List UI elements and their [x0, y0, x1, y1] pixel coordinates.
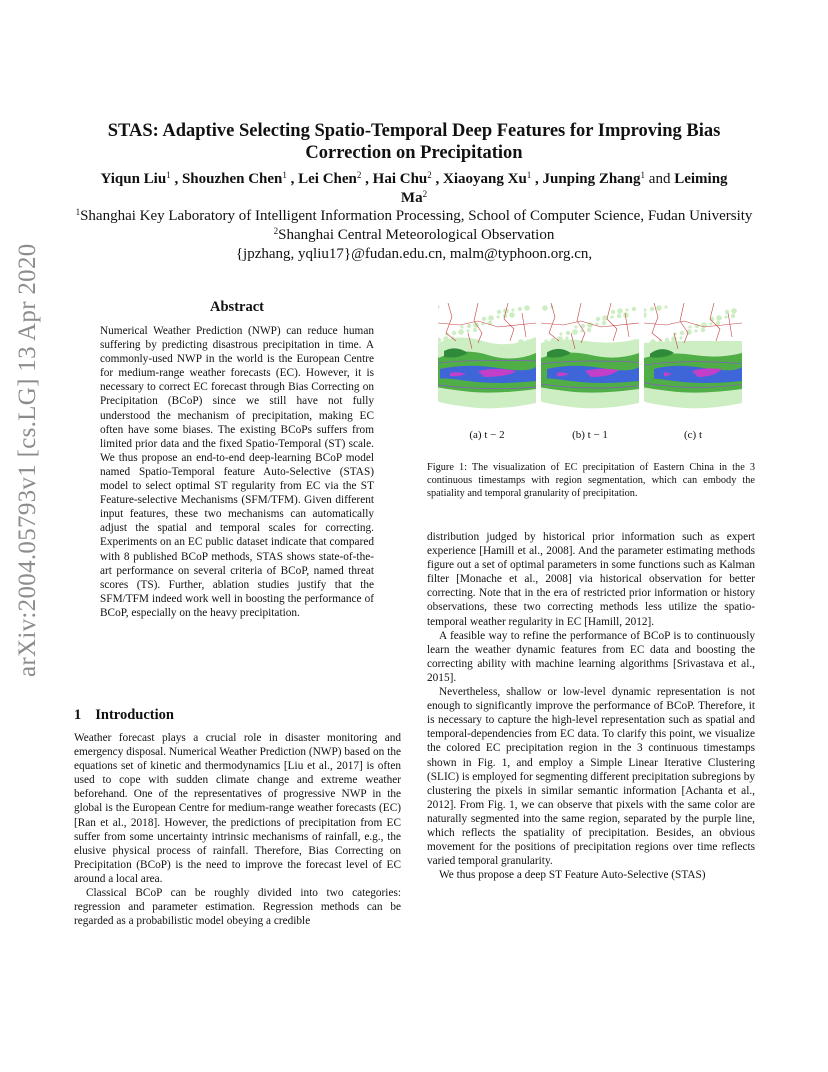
email-line: {jpzhang, yqliu17}@fudan.edu.cn, malm@typhoon.org.cn, — [235, 246, 593, 262]
affiliation-2 — [74, 226, 754, 245]
paragraph: distribution judged by historical prior information such as expert experience [Hamill et al., 2008]. And the parameter estimating methods figure out a set of optimal parameters in some functions such as Kalman filter [Monache et al., 2008] via historical observation for better correcting. Note that in the era of restricted prior information or history observations, these two correcting methods less utilize the spatio-temporal weather regularity in EC [Hamill, 2012]. — [427, 531, 755, 628]
abstract-heading: Abstract — [210, 299, 264, 315]
paragraph: Classical BCoP can be roughly divided into two categories: regression and parameter estimation. Regression methods can be regarded as a probabilistic model obeying a credible — [74, 887, 401, 928]
section-number: 1 — [74, 707, 82, 723]
affil-text: Shanghai Central Meteorological Observation — [278, 227, 555, 243]
author-list: Yiqun Liu$^1$ , Shouzhen Chen$^1$ , Lei Chen$^2$ , Hai Chu$^2$ , Xiaoyang Xu$^1$ , Junping Zhang$^1$ and Leiming Ma$^2$ — [100, 170, 728, 206]
precipitation-map-panel — [644, 303, 742, 422]
abstract-text: Numerical Weather Prediction (NWP) can reduce human suffering by predicting disastrous precipitation in time. A commonly-used NWP in the world is the European Centre for medium-range weather forecasts (EC). However, it is necessary to correct EC forecast through Bias Correcting on Precipitation (BCoP) since we still have not fully understood the mechanism of precipitation, making EC often have some biases. The existing BCoPs suffers from limited prior data and the fixed Spatio-Temporal (ST) scale. We thus propose an end-to-end deep-learning BCoP model named Spatio-Temporal feature Auto-Selective (STAS) model to select optimal ST regularity from EC via the ST Feature-selective Mechanisms (SFM/TFM). Given different input features, these two mechanisms can automatically adjust the spatial and temporal scales for correcting. Experiments on an EC public dataset indicate that compared with 8 published BCoP methods, STAS shows state-of-the-art performance on several criteria of BCoP, named threat scores (TS). Further, ablation studies justify that the SFM/TFM indeed work well in boosting the performance of BCoP, especially on the heavy precipitation. — [100, 325, 374, 619]
introduction-text — [74, 731, 401, 928]
affiliation-1 — [74, 207, 754, 226]
author-name: Junping Zhang — [542, 171, 641, 187]
paragraph: We thus propose a deep ST Feature Auto-Selective (STAS) — [439, 869, 706, 882]
author-affil-mark: 1 — [282, 170, 287, 180]
author-name: Leiming Ma — [400, 171, 728, 206]
figure-caption: Figure 1: The visualization of EC precipitation of Eastern China in the 3 continuous timestamps with region segmentation, which can embody the spatiality and temporal granularity of precipitation. — [427, 462, 755, 499]
precipitation-map-panel — [541, 303, 639, 422]
paper-title: STAS: Adaptive Selecting Spatio-Temporal Deep Features for Improving Bias Correction on Precipitation — [107, 121, 721, 163]
author-affil-mark: 2 — [356, 170, 362, 180]
author-name: Shouzhen Chen — [181, 171, 283, 187]
affil-mark: 1 — [75, 207, 81, 217]
subfigure-label: (a) t − 2 — [469, 429, 505, 441]
author-affil-mark: 1 — [166, 170, 171, 180]
author-affil-mark: 2 — [427, 170, 432, 180]
affil-text: Shanghai Key Laboratory of Intelligent Information Processing, School of Computer Science, Fudan University — [80, 208, 753, 224]
author-name: Hai Chu — [372, 171, 428, 187]
paragraph: Weather forecast plays a crucial role in disaster monitoring and emergency disposal. Numerical Weather Prediction (NWP) based on the equations set of kinetic and thermodynamics [Liu et al., 2017] is often used to cope with sudden climate change and extreme weather beforehand. One of the representatives of progressive NWP in the global is the European Centre for medium-range weather forecasts (EC) [Ran et al., 2018]. However, the predictions of precipitation from EC suffer from some uncertainty intrinsic mechanisms of rainfall, e.g., the elusive physical process of rainfall. Therefore, Bias Correcting on Precipitation (BCoP) is the need to improve the forecast level of EC around a local area. — [74, 732, 401, 885]
section-heading — [74, 707, 394, 724]
author-name: Yiqun Liu — [100, 171, 167, 187]
arxiv-identifier: arXiv:2004.05793v1 [cs.LG] 13 Apr 2020 — [14, 243, 41, 677]
author-affil-mark: 2 — [422, 189, 428, 199]
figure-1 — [438, 303, 743, 448]
author-affil-mark: 1 — [640, 170, 646, 180]
author-affil-mark: 1 — [526, 170, 532, 180]
author-name: Xiaoyang Xu — [443, 171, 527, 187]
paragraph: A feasible way to refine the performance of BCoP is to continuously learn the weather dynamic features from EC data and boosting the correcting ability with machine learning algorithms [Srivastava et al., 2015]. — [427, 629, 755, 684]
affiliations — [74, 207, 754, 264]
subfigure-label: (c) t — [683, 429, 702, 441]
subfigure-label: (b) t − 1 — [572, 429, 608, 441]
section-title: Introduction — [95, 707, 174, 723]
right-column-text — [427, 530, 755, 882]
precipitation-map-panel — [438, 303, 536, 422]
author-name: Lei Chen — [298, 171, 357, 187]
paragraph: Nevertheless, shallow or low-level dynamic representation is not enough to significantly improve the performance of BCoP. Therefore, it is necessary to capture the high-level representation such as spatial and temporal-dependencies from EC data. To clarify this point, we visualize the colored EC precipitation region in the 3 continuous timestamps shown in Fig. 1, and employ a Simple Linear Iterative Clustering (SLIC) is employed for segmenting different precipitation subregions by clustering the pixels in similar semantic information [Achanta et al., 2012]. From Fig. 1, we can observe that pixels with the same color are naturally segmented into the same region, separated by the purple line, which reflects the spatiality of precipitation. Besides, an obvious movement for the positions of precipitation regions over time reflects varied temporal granularity. — [427, 686, 755, 868]
affil-mark: 2 — [273, 226, 279, 236]
author-conjunction: and — [648, 171, 671, 187]
